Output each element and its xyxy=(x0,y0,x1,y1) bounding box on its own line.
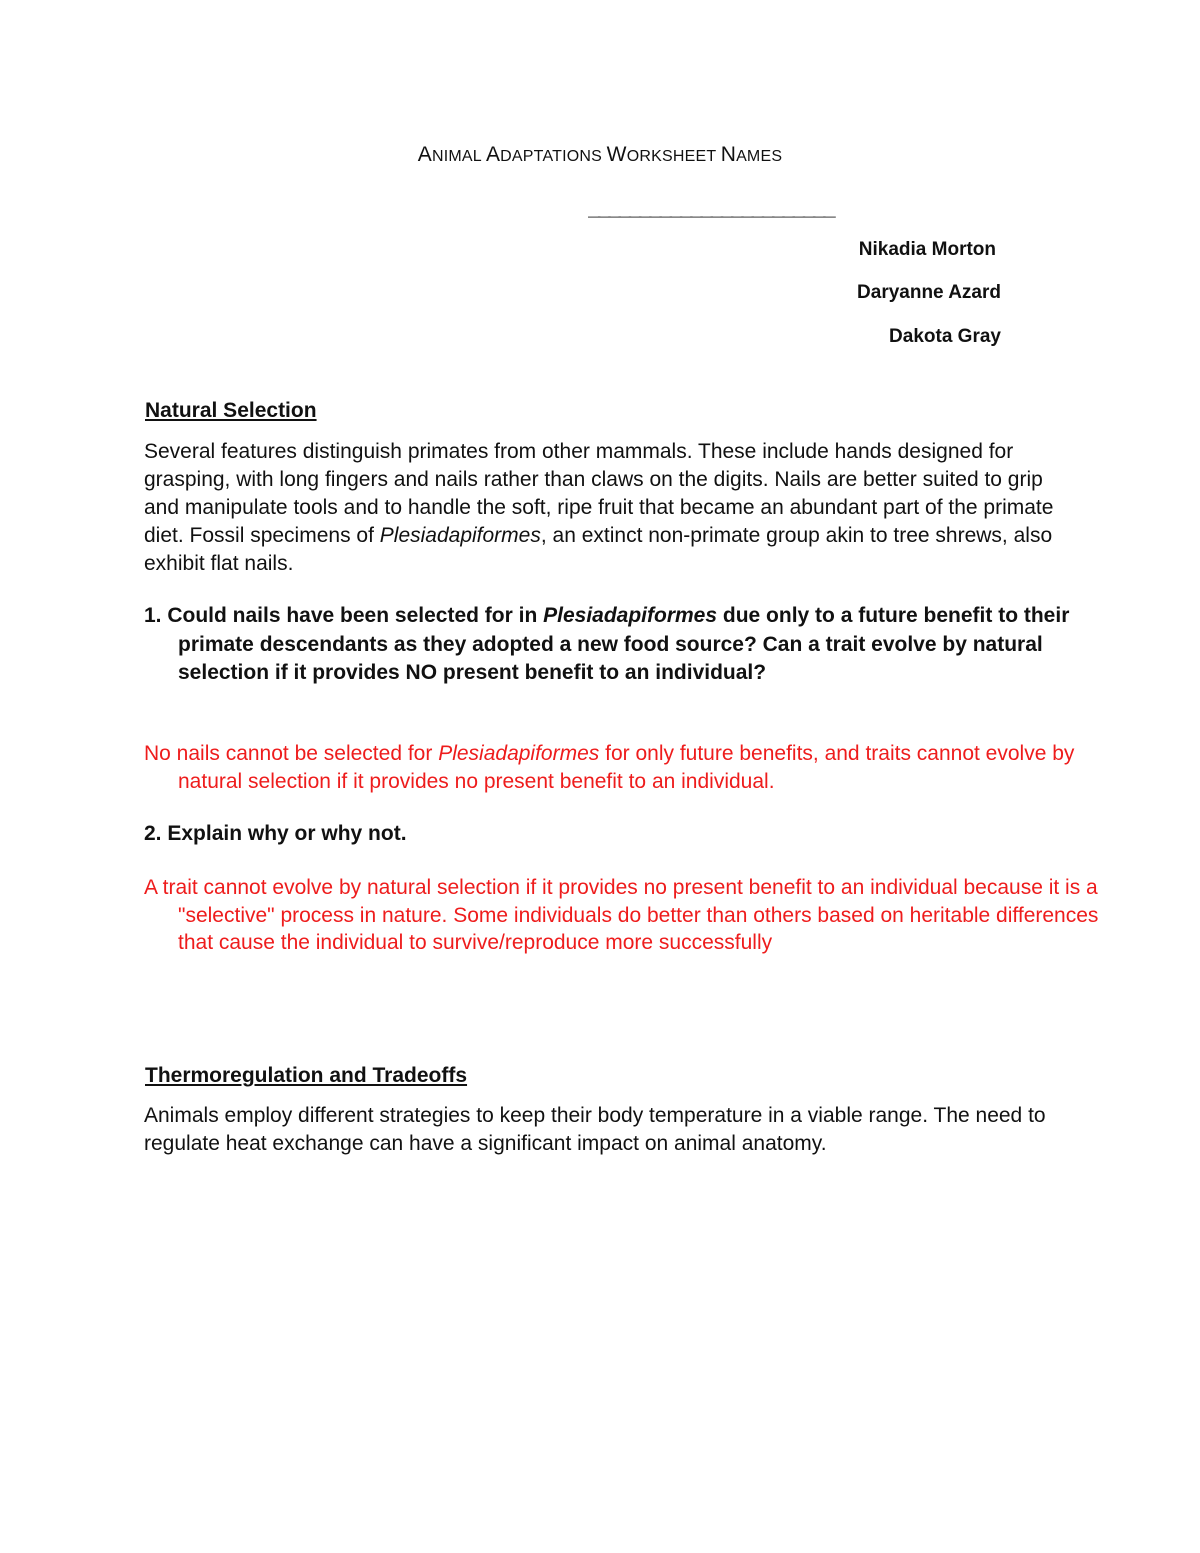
thermoregulation-heading: Thermoregulation and Tradeoffs xyxy=(145,1064,468,1087)
student-name-3: Dakota Gray xyxy=(889,326,1001,347)
worksheet-title: ANIMAL ADAPTATIONS WORKSHEET NAMES xyxy=(417,143,783,166)
thermoregulation-paragraph: Animals employ different strategies to keep their body temperature in a viable range. The need to regulate heat exchange can have a significant impact on animal anatomy. xyxy=(144,1104,1046,1155)
natural-selection-paragraph: Several features distinguish primates from other mammals. These include hands designed for grasping, with long fingers and nails rather than claws on the digits. Nails are better suited to grip and manipulate tools and to handle the soft, ripe fruit that became an abundant part of the primate diet. Fossil specimens of Plesiadapiformes, an extinct non-primate group akin to tree shrews, also exhibit flat nails. xyxy=(144,440,1054,575)
question-2: 2. Explain why or why not. xyxy=(144,822,407,845)
answer-2: A trait cannot evolve by natural selection if it provides no present benefit to an individual because it is a "selective" process in nature. Some individuals do better than others based on heritable differences that cause the individual to survive/reproduce more successfully xyxy=(144,876,1099,954)
student-name-2: Daryanne Azard xyxy=(857,282,1001,303)
natural-selection-heading: Natural Selection xyxy=(145,399,317,422)
student-name-1: Nikadia Morton xyxy=(858,239,996,260)
question-1: 1. Could nails have been selected for in Plesiadapiformes due only to a future benefit to their primate descendants as they adopted a new food source? Can a trait evolve by natural selection if it provides NO present benefit to an individual? xyxy=(144,604,1070,684)
names-blank-line: ________________________ xyxy=(588,195,834,220)
answer-1: No nails cannot be selected for Plesiadapiformes for only future benefits, and traits cannot evolve by natural selection if it provides no present benefit to an individual. xyxy=(144,742,1075,793)
